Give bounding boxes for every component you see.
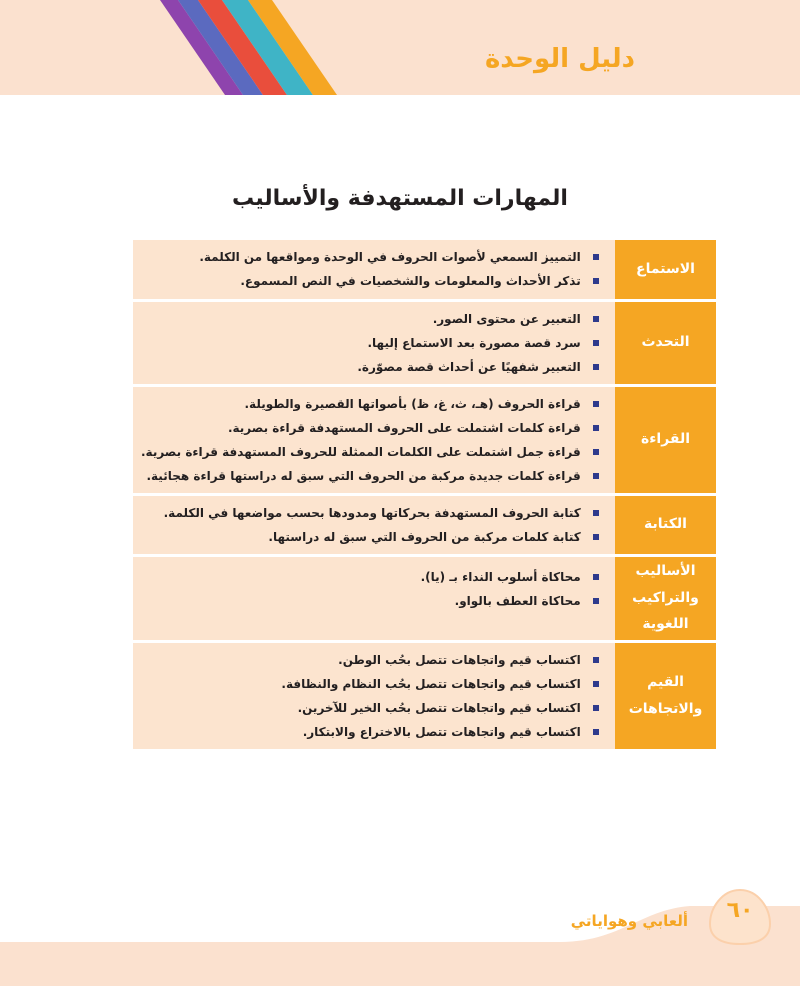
table-row — [133, 555, 716, 641]
book-title: ألعابي وهواياتي — [570, 912, 688, 930]
list-item: تذكر الأحداث والمعلومات والشخصيات في النص المسموع. — [141, 269, 603, 293]
bullet-icon — [593, 473, 599, 479]
bullet-icon — [593, 364, 599, 370]
list-item: كتابة كلمات مركبة من الحروف التي سبق له دراستها. — [141, 525, 603, 549]
items-cell — [133, 240, 615, 300]
items-cell — [133, 494, 615, 555]
bullet-icon — [593, 705, 599, 711]
list-item: كتابة الحروف المستهدفة بحركاتها ومدودها بحسب مواضعها في الكلمة. — [141, 501, 603, 525]
items-cell — [133, 641, 615, 750]
bullet-icon — [593, 425, 599, 431]
list-item: محاكاة العطف بالواو. — [141, 589, 603, 613]
bullet-icon — [593, 316, 599, 322]
unit-title: دليل الوحدة — [484, 44, 635, 74]
table-row — [133, 385, 716, 494]
list-item: اكتساب قيم واتجاهات تتصل بحُب النظام والنظافة. — [141, 672, 603, 696]
bullet-icon — [593, 598, 599, 604]
bullet-icon — [593, 278, 599, 284]
bullet-icon — [593, 534, 599, 540]
list-item: قراءة كلمات جديدة مركبة من الحروف التي سبق له دراستها قراءة هجائية. — [141, 464, 603, 488]
items-cell — [133, 555, 615, 641]
skills-table — [133, 240, 716, 752]
items-cell — [133, 300, 615, 385]
bullet-icon — [593, 574, 599, 580]
table-row — [133, 300, 716, 385]
bullet-icon — [593, 254, 599, 260]
list-item: اكتساب قيم واتجاهات تتصل بالاختراع والابتكار. — [141, 720, 603, 744]
page-number: ٦٠ — [726, 898, 754, 923]
list-item: قراءة جمل اشتملت على الكلمات الممثلة للحروف المستهدفة قراءة بصرية. — [141, 440, 603, 464]
list-item: سرد قصة مصورة بعد الاستماع إليها. — [141, 331, 603, 355]
table-row — [133, 641, 716, 750]
bullet-icon — [593, 681, 599, 687]
list-item: اكتساب قيم واتجاهات تتصل بحُب الوطن. — [141, 648, 603, 672]
decorative-stripes — [0, 0, 800, 95]
bullet-icon — [593, 729, 599, 735]
list-item: قراءة كلمات اشتملت على الحروف المستهدفة قراءة بصرية. — [141, 416, 603, 440]
category-cell: الكتابة — [615, 494, 717, 555]
list-item: قراءة الحروف (هـ، ث، غ، ظ) بأصواتها القصيرة والطويلة. — [141, 392, 603, 416]
category-cell: القيم والاتجاهات — [615, 641, 717, 750]
bullet-icon — [593, 340, 599, 346]
category-cell: الاستماع — [615, 240, 717, 300]
category-cell: الأساليب والتراكيب اللغوية — [615, 555, 717, 641]
bullet-icon — [593, 657, 599, 663]
list-item: محاكاة أسلوب النداء بـ (يا). — [141, 565, 603, 589]
footer-band — [0, 942, 800, 986]
list-item: التعبير عن محتوى الصور. — [141, 307, 603, 331]
bullet-icon — [593, 449, 599, 455]
items-cell — [133, 385, 615, 494]
table-row — [133, 494, 716, 555]
list-item: التعبير شفهيًا عن أحداث قصة مصوّرة. — [141, 355, 603, 379]
section-title: المهارات المستهدفة والأساليب — [232, 186, 568, 211]
bullet-icon — [593, 401, 599, 407]
table-row — [133, 240, 716, 300]
category-cell: التحدث — [615, 300, 717, 385]
list-item: اكتساب قيم واتجاهات تتصل بحُب الخير للآخرين. — [141, 696, 603, 720]
list-item: التمييز السمعي لأصوات الحروف في الوحدة ومواقعها من الكلمة. — [141, 245, 603, 269]
category-cell: القراءة — [615, 385, 717, 494]
bullet-icon — [593, 510, 599, 516]
